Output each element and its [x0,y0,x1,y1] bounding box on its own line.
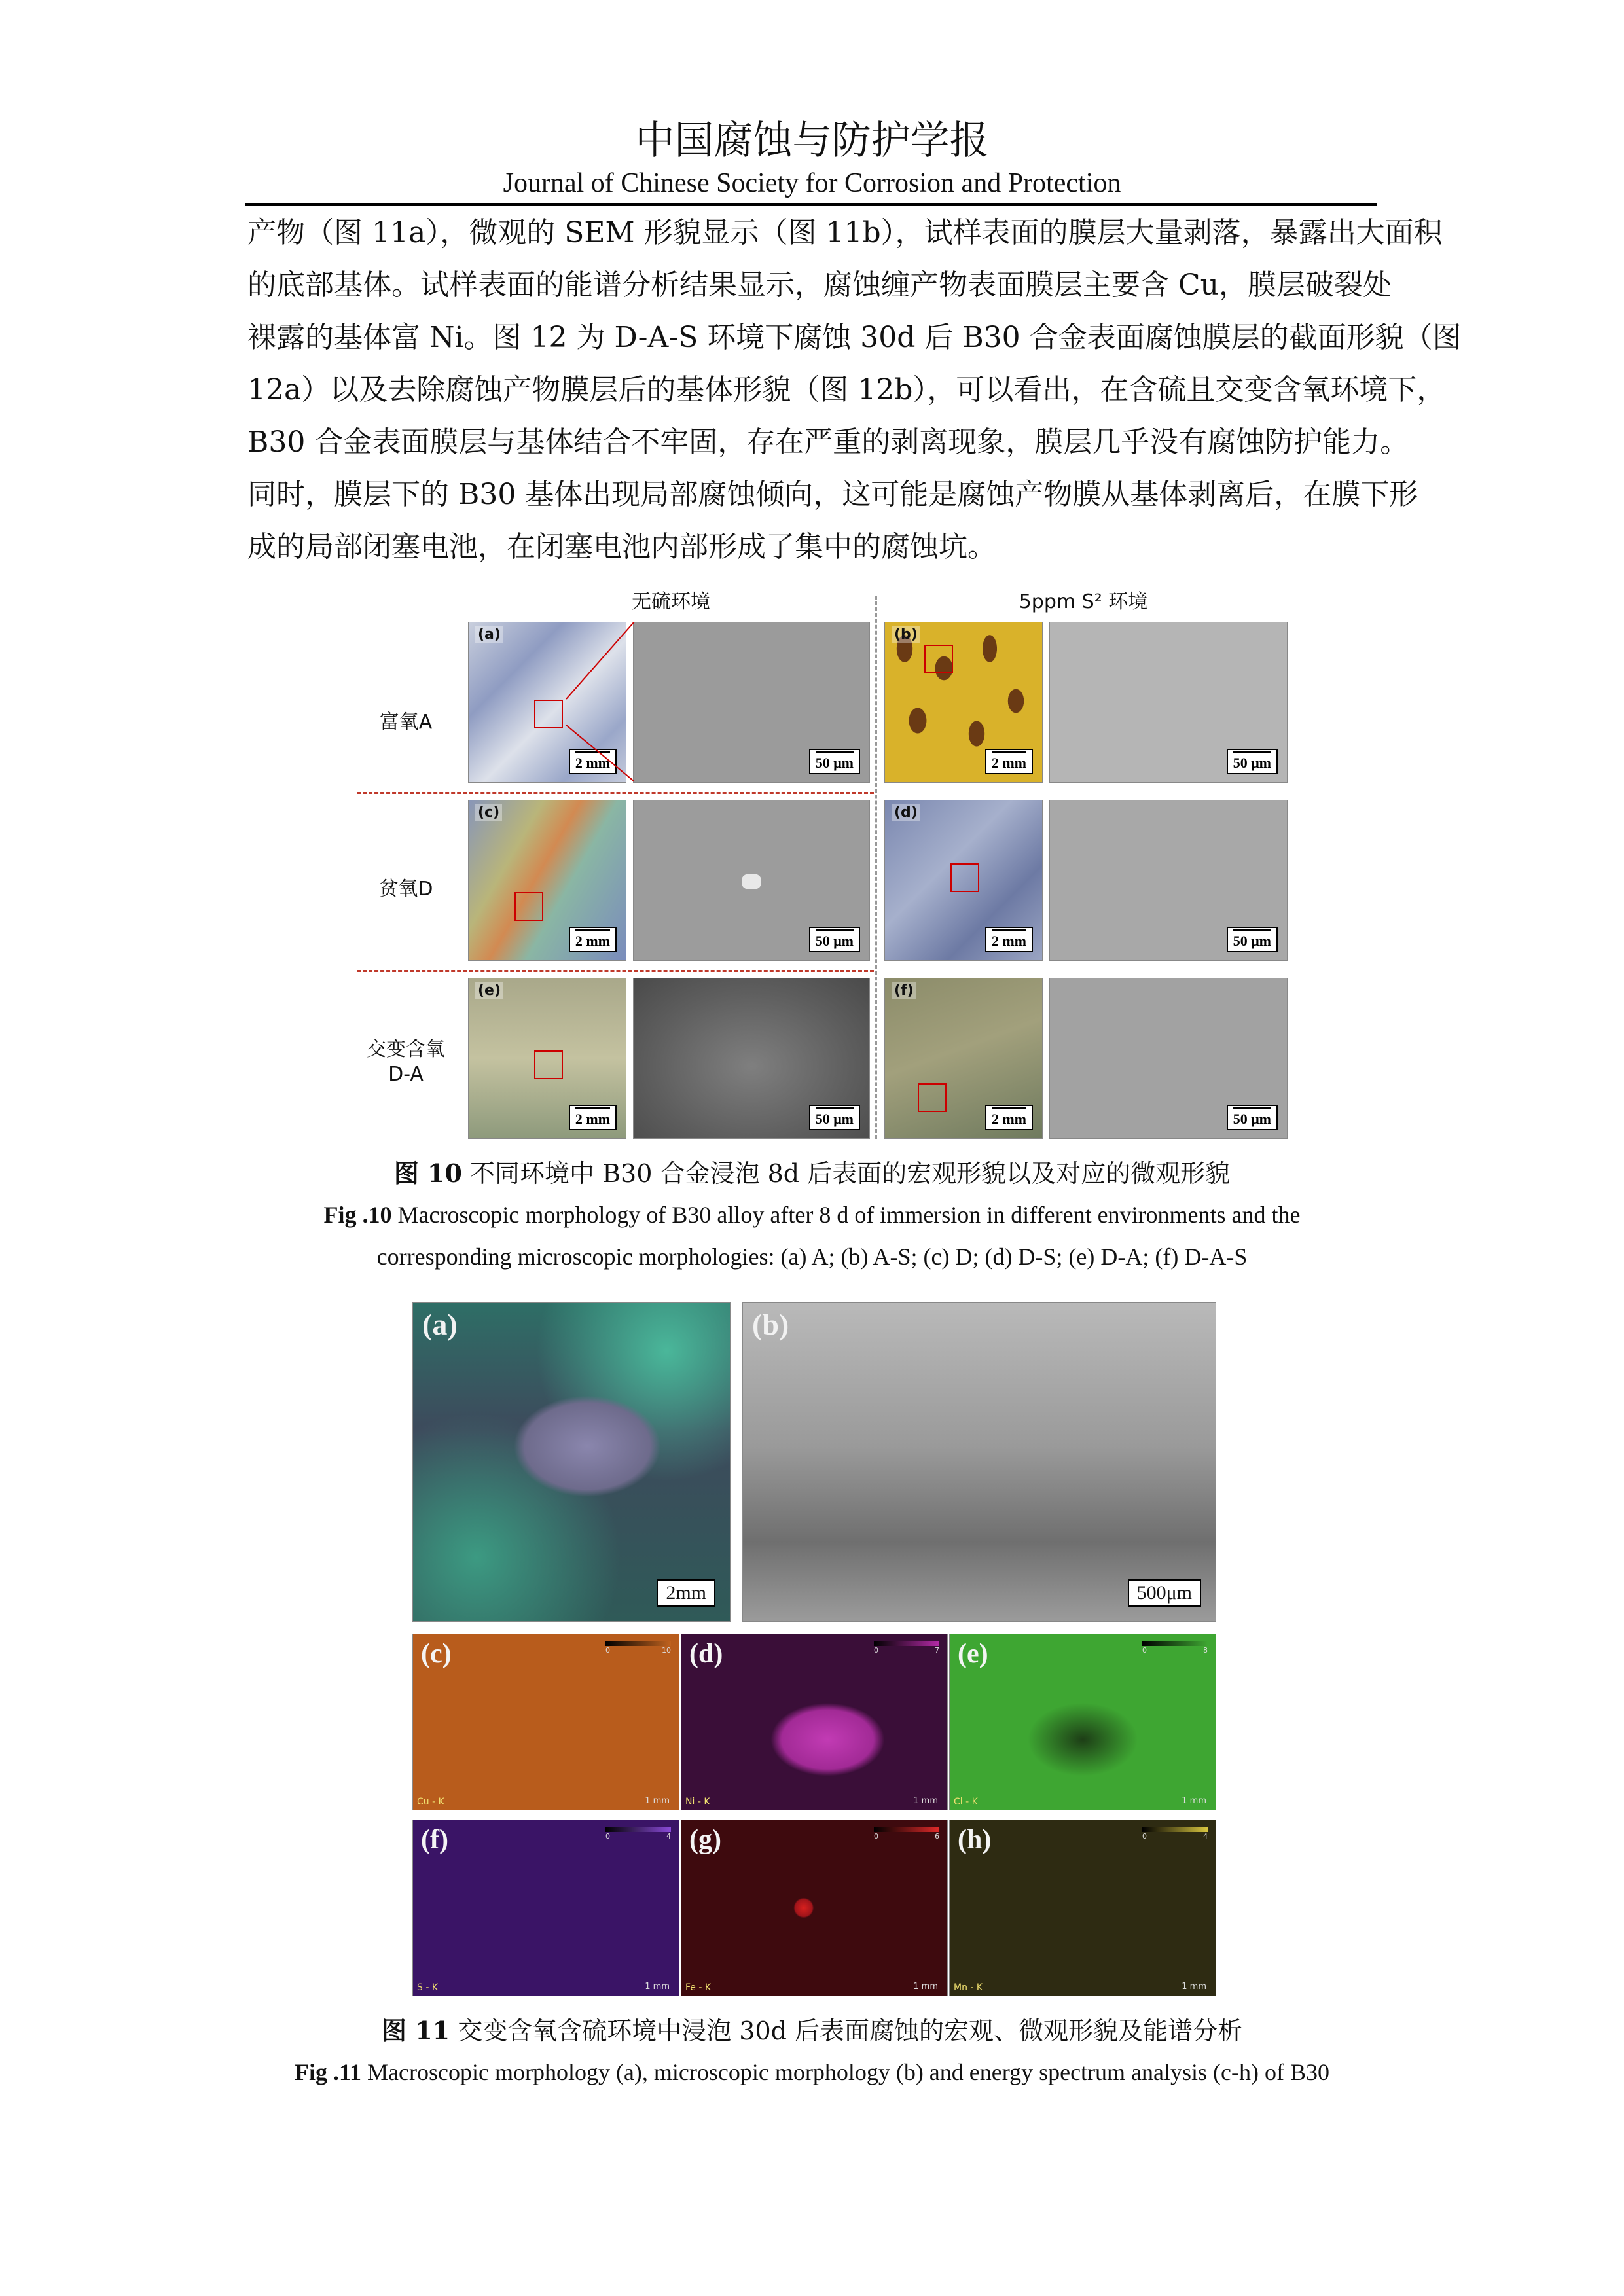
panel-label: (c) [475,804,502,821]
row-divider [357,792,874,794]
figure-10 [344,589,1286,1140]
legend-gradient [874,1827,939,1832]
scale-bar: 2 mm [569,749,617,774]
scale-bar: 50 μm [809,927,860,952]
eds-map-s [412,1820,679,1996]
caption-text: Macroscopic morphology (a), microscopic morphology (b) and energy spectrum analysis (c-h) of B30 [367,2059,1329,2085]
legend-min: 0 [874,1646,878,1655]
panel-label: (c) [421,1639,452,1669]
eds-map-mn [949,1820,1216,1996]
legend-max: 4 [666,1832,671,1840]
scale-bar: 2 mm [985,927,1033,952]
legend-max: 7 [935,1646,939,1655]
zoom-box [534,1050,563,1079]
panel-a-micro [633,622,870,783]
legend-gradient [874,1641,939,1646]
panel-label: (f) [892,982,916,999]
eds-map-cl [949,1634,1216,1810]
header-rule [245,203,1377,206]
panel-label: (d) [892,804,920,821]
legend-min: 0 [1142,1832,1147,1840]
panel-label: (a) [422,1308,458,1341]
panel-label: (f) [421,1825,448,1855]
column-title-sulfur: 5ppm S² 环境 [1019,590,1148,613]
caption-number: Fig .11 [295,2059,362,2085]
fig11-panel-a [412,1302,731,1622]
eds-map-ni [681,1634,948,1810]
legend-gradient [605,1827,671,1832]
row-divider [357,970,874,972]
scale-bar: 50 μm [809,1105,860,1130]
scale-bar: 1 mm [645,1982,670,1992]
journal-title-en: Journal of Chinese Society for Corrosion and Protection [503,168,1121,198]
element-label: Mn - K [954,1982,983,1993]
element-label: Cu - K [417,1797,444,1807]
eds-map-fe [681,1820,948,1996]
column-title-no-sulfur: 无硫环境 [632,590,710,613]
row-label-oxygen-rich: 富氧A [379,711,433,734]
figure-10-caption-en-2: corresponding microscopic morphologies: (a) A; (b) A-S; (c) D; (d) D-S; (e) D-A; (f) D-A-S [376,1244,1248,1270]
panel-b-macro [884,622,1043,783]
figure-11-caption-cn [0,2015,1624,2047]
scale-bar: 1 mm [1182,1796,1206,1806]
body-paragraph [247,207,1462,573]
panel-f-micro [1049,978,1288,1139]
scale-bar: 50 μm [1227,1105,1278,1130]
caption-text: 交变含氧含硫环境中浸泡 30d 后表面腐蚀的宏观、微观形貌及能谱分析 [458,2017,1243,2045]
scale-bar: 2 mm [569,927,617,952]
row-label-oxygen-poor: 贫氧D [378,878,433,901]
panel-label: (a) [475,626,503,643]
zoom-box [950,863,979,892]
legend-min: 0 [874,1832,878,1840]
legend-min: 0 [605,1646,610,1655]
eds-map-cu [412,1634,679,1810]
column-divider [875,596,877,1139]
legend-min: 0 [1142,1646,1147,1655]
map-legend [874,1641,939,1655]
legend-max: 4 [1203,1832,1208,1840]
map-legend [605,1641,671,1655]
panel-c-micro [633,800,870,961]
panel-label: (b) [892,626,920,643]
map-legend [605,1827,671,1840]
element-label: Ni - K [685,1797,710,1807]
body-line: 的底部基体。试样表面的能谱分析结果显示，腐蚀缠产物表面膜层主要含 Cu，膜层破裂处 [247,268,1392,302]
scale-bar: 50 μm [809,749,860,774]
scale-bar: 2mm [657,1579,715,1607]
body-line: B30 合金表面膜层与基体结合不牢固，存在严重的剥离现象，膜层几乎没有腐蚀防护能力。 [247,425,1409,459]
legend-gradient [605,1641,671,1646]
legend-max: 8 [1203,1646,1208,1655]
map-legend [1142,1827,1208,1840]
figure-10-caption-cn [0,1157,1624,1190]
body-line: 成的局部闭塞电池，在闭塞电池内部形成了集中的腐蚀坑。 [247,530,996,564]
zoom-box [534,700,563,728]
panel-label: (b) [752,1308,789,1341]
legend-max: 6 [935,1832,939,1840]
particle [742,874,761,889]
journal-title-cn: 中国腐蚀与防护学报 [635,118,989,164]
zoom-lines [566,622,638,785]
panel-c-macro [468,800,626,961]
zoom-box [918,1083,947,1112]
panel-d-micro [1049,800,1288,961]
map-legend [1142,1641,1208,1655]
caption-number: Fig .10 [323,1202,392,1228]
scale-bar: 2 mm [985,749,1033,774]
figure-11 [412,1302,1215,1996]
element-label: Fe - K [685,1982,712,1993]
panel-e-micro [633,978,870,1139]
element-label: S - K [417,1982,439,1993]
zoom-box [924,645,953,673]
body-line: 12a）以及去除腐蚀产物膜层后的基体形貌（图 12b），可以看出，在含硫且交变含氧环境下， [247,373,1446,406]
scale-bar: 500μm [1128,1579,1201,1607]
scale-bar: 2 mm [985,1105,1033,1130]
body-line: 裸露的基体富 Ni。图 12 为 D-A-S 环境下腐蚀 30d 后 B30 合金表面腐蚀膜层的截面形貌（图 [247,321,1462,354]
panel-label: (e) [958,1639,988,1669]
panel-label: (h) [958,1825,992,1855]
scale-bar: 1 mm [645,1796,670,1806]
legend-gradient [1142,1641,1208,1646]
panel-f-macro [884,978,1043,1139]
fig11-panel-b [742,1302,1216,1622]
figure-10-caption-en-1 [0,1199,1624,1230]
scale-bar: 50 μm [1227,749,1278,774]
body-line: 同时，膜层下的 B30 基体出现局部腐蚀倾向，这可能是腐蚀产物膜从基体剥离后，在膜下形 [247,478,1418,511]
scale-bar: 1 mm [1182,1982,1206,1992]
panel-b-micro [1049,622,1288,783]
body-line: 产物（图 11a），微观的 SEM 形貌显示（图 11b），试样表面的膜层大量剥落，暴露出大面积 [247,216,1443,249]
caption-text: 不同环境中 B30 合金浸泡 8d 后表面的宏观形貌以及对应的微观形貌 [470,1159,1231,1188]
panel-e-macro [468,978,626,1139]
caption-number: 图 10 [393,1158,462,1188]
legend-min: 0 [605,1832,610,1840]
panel-label: (d) [689,1639,723,1669]
scale-bar: 1 mm [913,1982,938,1992]
row-label-alternating-oxygen: 交变含氧 D-A [367,1038,445,1086]
scale-bar: 1 mm [913,1796,938,1806]
map-legend [874,1827,939,1840]
scale-bar: 50 μm [1227,927,1278,952]
legend-max: 10 [662,1646,671,1655]
figure-11-caption-en [0,2056,1624,2088]
scale-bar: 2 mm [569,1105,617,1130]
panel-label: (e) [475,982,503,999]
element-label: Cl - K [954,1797,978,1807]
legend-gradient [1142,1827,1208,1832]
panel-label: (g) [689,1825,721,1855]
zoom-box [514,892,543,921]
panel-d-macro [884,800,1043,961]
caption-text: Macroscopic morphology of B30 alloy after 8 d of immersion in different environments and the [397,1202,1301,1228]
caption-number: 图 11 [381,2016,450,2045]
